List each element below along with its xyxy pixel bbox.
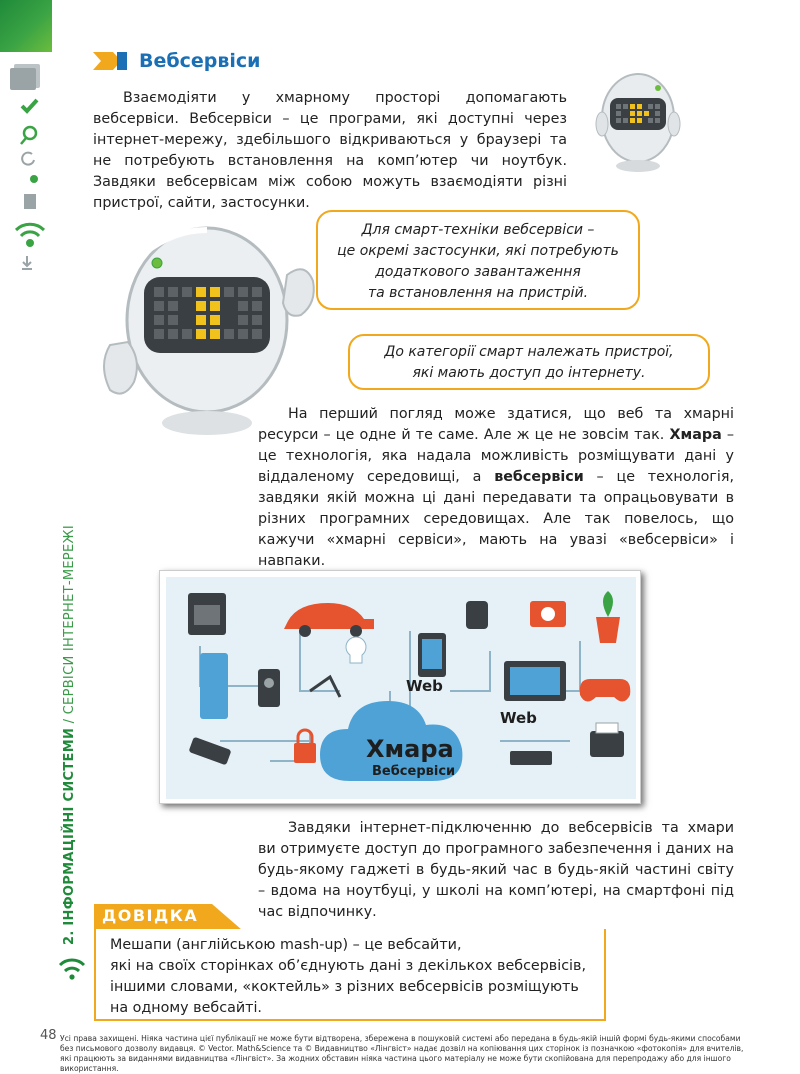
bubble-line: та встановлення на пристрій. (367, 285, 589, 301)
smartwatch-icon (466, 601, 488, 629)
folder-icon (10, 64, 40, 90)
chapter-title-bold: 2. ІНФОРМАЦІЙНІ СИСТЕМИ (62, 727, 77, 945)
robot-small-illustration (588, 66, 688, 180)
paragraph-text: На перший погляд може здатися, що веб та хмарні ресурси – це одне й те саме. Але ж це не зовсім так. (258, 406, 734, 443)
paragraph-text: – це технологія, яка надала можливість розміщувати дані у віддаленому середовищі, а (258, 427, 734, 485)
reference-line: які на своїх сторінках об’єднують дані з декількох вебсервісів, (110, 958, 586, 974)
chapter-color-tab (0, 0, 52, 52)
bubble-line: До категорії смарт належать пристрої, (384, 344, 674, 360)
page-number: 48 (40, 1028, 57, 1043)
access-text: Завдяки інтернет-підключенню до вебсервісів та хмари ви отримуєте доступ до програмного забезпечення і даних на будь-якому гаджеті в будь-який час в будь-якій частині світу – вдома на ноутбуці, у школі на комп’ютері, на смартфоні під час відпочинку. (258, 820, 734, 920)
cloud-vs-web-paragraph (258, 404, 734, 572)
reference-line: іншими словами, «коктейль» з різних вебсервісів розміщують (110, 979, 579, 995)
cloud-webservices-illustration (159, 570, 641, 804)
reference-line: на одному вебсайті. (110, 1000, 262, 1016)
web-label: Web (406, 677, 443, 695)
side-icon-strip (0, 58, 52, 288)
intro-text: Взаємодіяти у хмарному просторі допомагають вебсервіси. Вебсервіси – це програми, які доступні через інтернет-мережу, здебільшого відкриваються у браузері та не потребують встановлення на комп’ютер чи ноутбук. Завдяки вебсервісам між собою можуть взаємодіяти різні пристрої, сайти, застосунки. (93, 90, 567, 211)
oven-icon (188, 593, 226, 635)
cloud-title: Хмара (366, 735, 454, 763)
cloud-subtitle: Вебсервіси (372, 764, 456, 779)
reference-label-text: ДОВІДКА (102, 906, 199, 925)
printer-icon (590, 731, 624, 757)
check-icon (22, 100, 37, 111)
bubble-line: це окремі застосунки, які потребують (337, 243, 619, 259)
web-label: Web (500, 709, 537, 727)
speech-bubble-smart-devices (348, 334, 710, 390)
chapter-title-light: / СЕРВІСИ ІНТЕРНЕТ-МЕРЕЖІ (62, 525, 77, 728)
section-marker (93, 52, 127, 70)
bubble-line: які мають доступ до інтернету. (412, 365, 646, 381)
section-title: Вебсервіси (139, 50, 261, 72)
download-icon (22, 256, 32, 269)
reference-text (110, 935, 600, 1019)
fridge-icon (200, 653, 228, 719)
copyright-notice: Усі права захищені. Ніяка частина цієї публікації не може бути відтворена, збережена в пошуковій системі або передана в будь-якій іншій формі будь-якими способами без письмового дозволу видавця. © Vector. Math&Science та © Видавництво «Лінгвіст» надає дозвіл на копіювання цих сторінок із позначкою «фотокопія» для вчителів, які працюють за виданнями видавництва «Лінгвіст». За жодних обставин ніяка частина цього матеріалу не може бути скопійована для перепродажу або для іншого використання. (60, 1034, 744, 1073)
section-header (93, 50, 261, 72)
wifi-icon (16, 224, 44, 245)
lock-icon (294, 743, 316, 763)
access-paragraph (258, 818, 734, 923)
reference-line: Мешапи (англійською mash-up) – це вебсайти, (110, 937, 462, 953)
bubble-line: Для смарт-техніки вебсервіси – (361, 222, 595, 238)
reference-label (94, 904, 244, 930)
search-icon (21, 127, 36, 144)
plant-icon (596, 617, 620, 643)
speech-bubble-smart-apps (316, 210, 640, 310)
term-webservices: вебсервіси (494, 469, 584, 485)
chapter-title-vertical (62, 525, 77, 945)
gear-icon (30, 175, 38, 183)
document-icon (24, 194, 36, 209)
router-icon (510, 751, 552, 765)
refresh-icon (22, 153, 34, 165)
paragraph-text: – це технологія, завдяки якій можна ці дані передавати та опрацьовувати в різних програмних середовищах. Але так повелось, що кажучи «хмарні сервіси», мають на увазі «вебсервіси» і навпаки. (258, 469, 734, 569)
wifi-icon-bottom (58, 956, 86, 986)
intro-paragraph (93, 88, 567, 214)
term-cloud: Хмара (669, 427, 722, 443)
bubble-line: додаткового завантаження (375, 264, 581, 280)
